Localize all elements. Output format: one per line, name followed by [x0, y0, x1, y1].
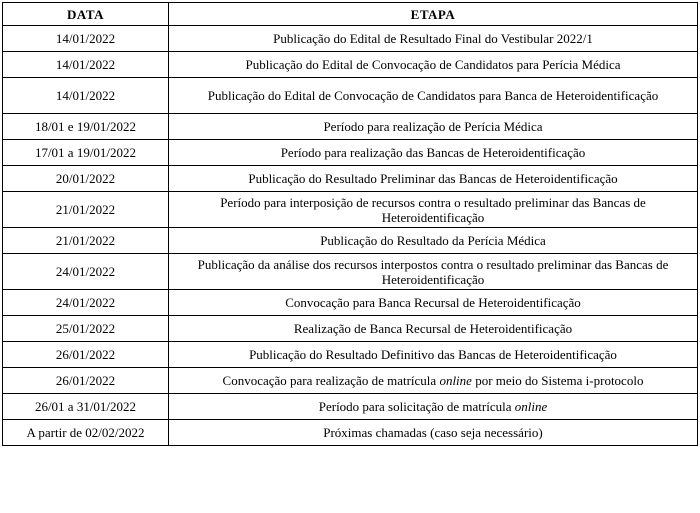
- header-row: [3, 3, 698, 26]
- stage-column-header: ETAPA: [169, 3, 698, 26]
- table-row: [3, 228, 698, 254]
- date-cell: 14/01/2022: [3, 26, 169, 52]
- date-cell: 26/01 a 31/01/2022: [3, 394, 169, 420]
- stage-text-before: Período para solicitação de matrícula: [318, 399, 512, 414]
- date-cell: 20/01/2022: [3, 166, 169, 192]
- table-row: [3, 368, 698, 394]
- table-row: [3, 394, 698, 420]
- stage-text-before: Convocação para realização de matrícula: [222, 373, 437, 388]
- table-row: [3, 140, 698, 166]
- date-cell: 25/01/2022: [3, 316, 169, 342]
- stage-cell: Período para realização das Bancas de Heteroidentificação: [169, 140, 698, 166]
- stage-cell: Publicação do Resultado Definitivo das Bancas de Heteroidentificação: [169, 342, 698, 368]
- date-cell: 14/01/2022: [3, 78, 169, 114]
- stage-cell: Período para realização de Perícia Médica: [169, 114, 698, 140]
- stage-cell: Publicação do Edital de Convocação de Candidatos para Banca de Heteroidentificação: [169, 78, 698, 114]
- date-cell: 26/01/2022: [3, 368, 169, 394]
- stage-cell: Período para interposição de recursos contra o resultado preliminar das Bancas de Heteroidentificação: [169, 192, 698, 228]
- date-cell: 21/01/2022: [3, 228, 169, 254]
- table-row: [3, 114, 698, 140]
- date-cell: 24/01/2022: [3, 290, 169, 316]
- stage-text-emphasis: online: [514, 399, 548, 414]
- date-cell: 14/01/2022: [3, 52, 169, 78]
- date-cell: 26/01/2022: [3, 342, 169, 368]
- date-cell: 21/01/2022: [3, 192, 169, 228]
- table-row: [3, 254, 698, 290]
- date-cell: 18/01 e 19/01/2022: [3, 114, 169, 140]
- stage-text-emphasis: online: [439, 373, 472, 388]
- stage-cell: Publicação do Edital de Resultado Final do Vestibular 2022/1: [169, 26, 698, 52]
- table-row: [3, 342, 698, 368]
- table-row: [3, 316, 698, 342]
- table-row: [3, 420, 698, 446]
- table-row: [3, 192, 698, 228]
- date-cell: 17/01 a 19/01/2022: [3, 140, 169, 166]
- date-cell: A partir de 02/02/2022: [3, 420, 169, 446]
- stage-cell: [169, 394, 698, 420]
- stage-text-after: por meio do Sistema i-protocolo: [475, 373, 644, 388]
- table-row: [3, 166, 698, 192]
- date-column-header: DATA: [3, 3, 169, 26]
- date-cell: 24/01/2022: [3, 254, 169, 290]
- table-row: [3, 290, 698, 316]
- stage-cell: Convocação para Banca Recursal de Heteroidentificação: [169, 290, 698, 316]
- schedule-table: [2, 2, 698, 446]
- table-row: [3, 78, 698, 114]
- stage-cell: Publicação do Resultado Preliminar das Bancas de Heteroidentificação: [169, 166, 698, 192]
- stage-cell: Realização de Banca Recursal de Heteroidentificação: [169, 316, 698, 342]
- table-row: [3, 26, 698, 52]
- stage-cell: Publicação do Edital de Convocação de Candidatos para Perícia Médica: [169, 52, 698, 78]
- stage-cell: Publicação do Resultado da Perícia Médica: [169, 228, 698, 254]
- stage-cell: Próximas chamadas (caso seja necessário): [169, 420, 698, 446]
- table-row: [3, 52, 698, 78]
- stage-cell: Publicação da análise dos recursos interpostos contra o resultado preliminar das Bancas de Heteroidentificação: [169, 254, 698, 290]
- stage-cell: [169, 368, 698, 394]
